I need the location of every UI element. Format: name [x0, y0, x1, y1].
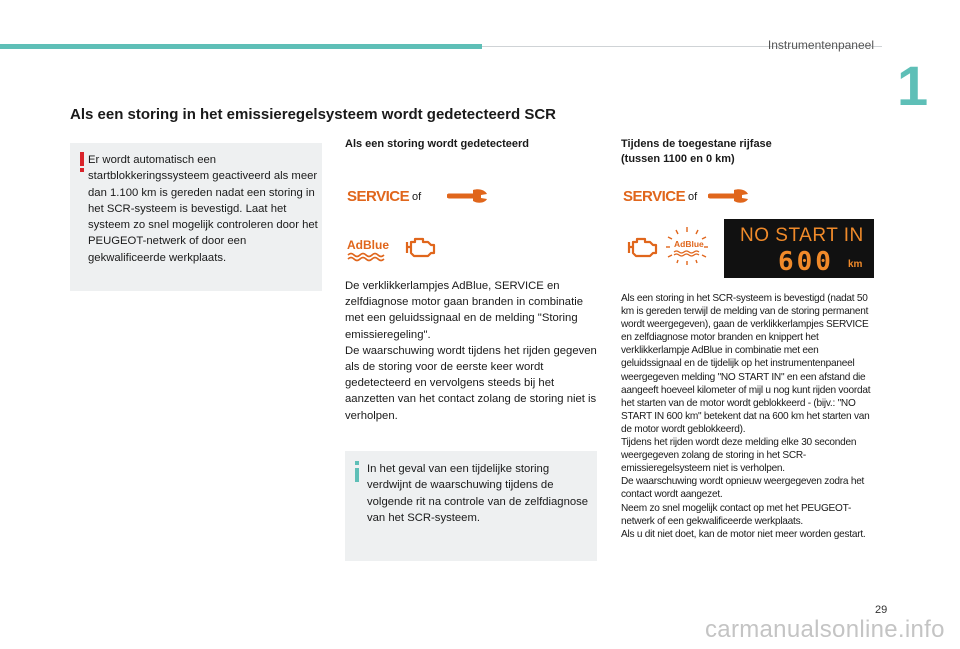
adblue-flashing-icon	[664, 226, 710, 266]
or-label: of	[412, 191, 422, 203]
service-lamp-icon-2: SERVICE	[623, 188, 686, 205]
engine-check-icon-2	[624, 234, 660, 260]
driving-heading: Tijdens de toegestane rijfase (tussen 1100 en 0 km)	[621, 138, 772, 165]
or-label-2: of	[688, 191, 698, 203]
driving-paragraph: Als een storing in het SCR-systeem is bevestigd (nadat 50 km is gereden terwijl de melding van de storing permanent wordt weergegeven), gaan de verklikkerlampjes SERVICE en zelfdiagnose motor branden en knippert het verklikkerlampje AdBlue in combinatie met een geluidssignaal en de tijdelijk op het instrumentenpaneel weergegeven melding "NO START IN" en een afstand die aangeeft hoeveel kilometer of mijl u nog kunt rijden voordat het starten van de motor wordt geblokkeerd - (bijv.: "NO START IN 600 km" betekent dat na 600 km het starten van de motor wordt geblokkeerd). Tijdens het rijden wordt deze melding elke 30 seconden weergegeven zolang de storing in het SCR-emissieregelsysteem niet is verholpen. De waarschuwing wordt opnieuw weergegeven zodra het contact wordt aangezet. Neem zo snel mogelijk contact op met het PEUGEOT-netwerk of een gekwalificeerde werkplaats. Als u dit niet doet, kan de motor niet meer worden gestart.	[621, 293, 871, 540]
no-start-display	[724, 219, 874, 278]
section-name: Instrumentenpaneel	[767, 38, 874, 52]
info-note	[345, 451, 597, 561]
warning-note-text: Er wordt automatisch een startblokkeringssysteem geactiveerd als meer dan 1.100 km is gereden nadat een storing in het SCR-systeem is bevestigd. Laat het systeem zo snel mogelijk controleren door het PEUGEOT-netwerk of door een gekwalificeerde werkplaats.	[88, 154, 318, 264]
watermark: carmanualsonline.info	[705, 616, 945, 643]
engine-check-icon	[402, 234, 438, 260]
display-distance: 600	[778, 247, 834, 277]
info-mark-icon	[355, 468, 359, 482]
display-message: NO START IN	[740, 225, 864, 246]
chapter-number: 1	[897, 54, 929, 117]
display-unit: km	[848, 259, 863, 270]
wrench-icon	[447, 186, 491, 206]
warning-note	[70, 143, 322, 291]
svg-text:AdBlue: AdBlue	[674, 239, 704, 249]
wrench-icon-2	[708, 186, 752, 206]
detected-heading: Als een storing wordt gedetecteerd	[345, 138, 529, 150]
adblue-lamp-icon	[346, 236, 390, 262]
detected-paragraph: De verklikkerlampjes AdBlue, SERVICE en zelfdiagnose motor gaan branden in combinatie met een geluidssignaal en de melding "Storing emissieregeling". De waarschuwing wordt tijdens het rijden gegeven als de storing voor de eerste keer wordt gedetecteerd en vervolgens steeds bij het aanzetten van het contact zolang de storing niet is verholpen.	[345, 280, 597, 422]
page-number: 29	[875, 604, 888, 616]
page-title: Als een storing in het emissieregelsysteem wordt gedetecteerd SCR	[70, 106, 556, 123]
service-lamp-icon: SERVICE	[347, 188, 410, 205]
svg-text:AdBlue: AdBlue	[347, 238, 389, 252]
info-note-text: In het geval van een tijdelijke storing verdwijnt de waarschuwing tijdens de volgende rit na controle van de zelfdiagnose van het SCR-systeem.	[367, 463, 589, 524]
warning-mark-dot	[80, 168, 84, 172]
header-accent-bar	[0, 44, 482, 49]
info-mark-dot	[355, 461, 359, 465]
warning-mark-icon	[80, 152, 84, 166]
